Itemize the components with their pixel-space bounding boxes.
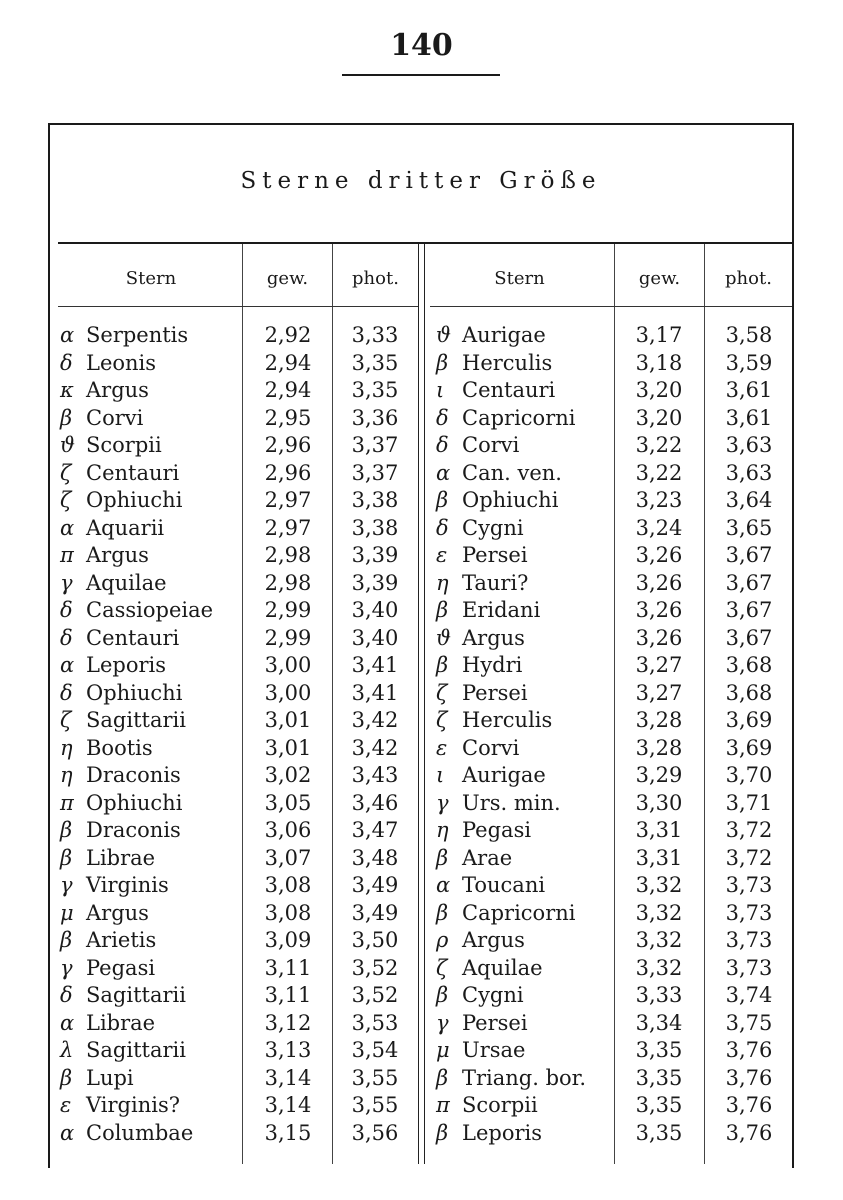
- greek-letter: β: [436, 1120, 449, 1145]
- greek-letter: α: [60, 653, 75, 677]
- star-name: Centauri: [86, 625, 180, 650]
- phot-value: 3,67: [725, 625, 773, 650]
- table-row: [0, 927, 843, 955]
- star-name: Can. ven.: [462, 460, 562, 485]
- phot-value: 3,37: [351, 460, 399, 485]
- phot-value: 3,67: [725, 543, 773, 567]
- star-name: Ophiuchi: [86, 790, 183, 815]
- header-rule-left: [58, 306, 418, 307]
- gew-value: 3,14: [264, 1065, 312, 1090]
- table-row: [0, 625, 843, 653]
- gew-value: 3,22: [635, 433, 683, 457]
- phot-value: 3,63: [725, 433, 773, 457]
- gew-value: 3,18: [635, 350, 683, 375]
- phot-value: 3,55: [351, 1065, 399, 1090]
- star-name: Scorpii: [86, 433, 162, 457]
- gew-value: 3,17: [635, 323, 683, 347]
- greek-letter: β: [436, 845, 449, 870]
- phot-value: 3,67: [725, 570, 773, 595]
- greek-letter: β: [436, 653, 449, 677]
- phot-value: 3,43: [351, 763, 399, 787]
- gew-value: 2,98: [264, 570, 312, 595]
- table-row: [0, 845, 843, 873]
- greek-letter: γ: [436, 790, 449, 815]
- star-name: Persei: [462, 1010, 528, 1035]
- phot-value: 3,52: [351, 983, 399, 1007]
- phot-value: 3,58: [725, 323, 773, 347]
- greek-letter: δ: [436, 433, 449, 457]
- phot-value: 3,50: [351, 928, 399, 952]
- greek-letter: γ: [436, 1010, 449, 1035]
- table-row: [0, 597, 843, 625]
- table-row: [0, 817, 843, 845]
- star-name: Leporis: [462, 1120, 542, 1145]
- gew-value: 3,35: [635, 1038, 683, 1062]
- phot-value: 3,63: [725, 460, 773, 485]
- greek-letter: ε: [60, 1093, 72, 1117]
- table-row: [0, 790, 843, 818]
- star-name: Argus: [86, 900, 149, 925]
- gew-value: 3,02: [264, 763, 312, 787]
- star-name: Argus: [462, 928, 525, 952]
- phot-value: 3,41: [351, 680, 399, 705]
- star-name: Argus: [86, 543, 149, 567]
- greek-letter: η: [436, 818, 449, 842]
- star-name: Capricorni: [462, 405, 576, 430]
- gew-value: 3,26: [635, 570, 683, 595]
- gew-value: 3,05: [264, 790, 312, 815]
- star-name: Sagittarii: [86, 983, 186, 1007]
- star-name: Serpentis: [86, 323, 189, 347]
- phot-value: 3,33: [351, 323, 399, 347]
- star-name: Herculis: [462, 350, 553, 375]
- phot-value: 3,72: [725, 818, 773, 842]
- table-row: [0, 322, 843, 350]
- gew-value: 3,09: [264, 928, 312, 952]
- gew-value: 3,11: [264, 983, 312, 1007]
- header-phot-right: phot.: [725, 268, 772, 289]
- gew-value: 3,01: [264, 708, 312, 732]
- table-row: [0, 707, 843, 735]
- page-number: 140: [390, 28, 453, 63]
- gew-value: 3,15: [264, 1120, 312, 1145]
- star-name: Hydri: [462, 653, 523, 677]
- star-name: Ophiuchi: [86, 680, 183, 705]
- phot-value: 3,56: [351, 1120, 399, 1145]
- phot-value: 3,40: [351, 598, 399, 622]
- greek-letter: β: [60, 845, 73, 870]
- phot-value: 3,49: [351, 900, 399, 925]
- gew-value: 3,24: [635, 515, 683, 540]
- gew-value: 2,95: [264, 405, 312, 430]
- gew-value: 3,27: [635, 653, 683, 677]
- gew-value: 3,34: [635, 1010, 683, 1035]
- star-name: Draconis: [86, 818, 181, 842]
- star-name: Arietis: [86, 928, 157, 952]
- header-gew-left: gew.: [266, 268, 309, 289]
- phot-value: 3,35: [351, 378, 399, 402]
- star-name: Corvi: [462, 433, 520, 457]
- greek-letter: α: [60, 1010, 75, 1035]
- header-star-left: Stern: [125, 268, 177, 289]
- star-name: Sagittarii: [86, 708, 186, 732]
- greek-letter: γ: [60, 873, 73, 897]
- phot-value: 3,35: [351, 350, 399, 375]
- gew-value: 2,99: [264, 598, 312, 622]
- phot-value: 3,46: [351, 790, 399, 815]
- phot-value: 3,36: [351, 405, 399, 430]
- table-row: [0, 1120, 843, 1148]
- greek-letter: ϑ: [60, 433, 76, 457]
- star-name: Persei: [462, 543, 528, 567]
- star-name: Draconis: [86, 763, 181, 787]
- star-name: Eridani: [462, 598, 541, 622]
- star-name: Leporis: [86, 653, 166, 677]
- gew-value: 3,23: [635, 488, 683, 512]
- greek-letter: ε: [436, 735, 448, 760]
- greek-letter: ε: [436, 543, 448, 567]
- greek-letter: ζ: [436, 708, 448, 732]
- gew-value: 2,92: [264, 323, 312, 347]
- gew-value: 3,26: [635, 543, 683, 567]
- phot-value: 3,76: [725, 1065, 773, 1090]
- phot-value: 3,67: [725, 598, 773, 622]
- gew-value: 2,94: [264, 350, 312, 375]
- table-row: [0, 460, 843, 488]
- phot-value: 3,54: [351, 1038, 399, 1062]
- table-row: [0, 900, 843, 928]
- gew-value: 3,14: [264, 1093, 312, 1117]
- table-row: [0, 735, 843, 763]
- phot-value: 3,38: [351, 488, 399, 512]
- phot-value: 3,55: [351, 1093, 399, 1117]
- table-row: [0, 1065, 843, 1093]
- phot-value: 3,71: [725, 790, 773, 815]
- greek-letter: η: [60, 763, 73, 787]
- star-name: Pegasi: [462, 818, 532, 842]
- phot-value: 3,49: [351, 873, 399, 897]
- greek-letter: β: [60, 1065, 73, 1090]
- phot-value: 3,73: [725, 873, 773, 897]
- phot-value: 3,52: [351, 955, 399, 980]
- table-row: [0, 762, 843, 790]
- phot-value: 3,39: [351, 543, 399, 567]
- phot-value: 3,76: [725, 1120, 773, 1145]
- gew-value: 3,32: [635, 873, 683, 897]
- greek-letter: β: [436, 900, 449, 925]
- table-row: [0, 542, 843, 570]
- gew-value: 3,07: [264, 845, 312, 870]
- gew-value: 2,99: [264, 625, 312, 650]
- gew-value: 3,22: [635, 460, 683, 485]
- header-phot-left: phot.: [352, 268, 399, 289]
- star-name: Argus: [462, 625, 525, 650]
- star-name: Librae: [86, 1010, 156, 1035]
- star-name: Urs. min.: [462, 790, 561, 815]
- phot-value: 3,65: [725, 515, 773, 540]
- greek-letter: κ: [60, 378, 74, 402]
- greek-letter: ζ: [60, 708, 72, 732]
- gew-value: 3,06: [264, 818, 312, 842]
- phot-value: 3,74: [725, 983, 773, 1007]
- star-name: Virginis: [86, 873, 169, 897]
- table-row: [0, 487, 843, 515]
- gew-value: 3,35: [635, 1093, 683, 1117]
- table-row: [0, 872, 843, 900]
- gew-value: 3,30: [635, 790, 683, 815]
- greek-letter: β: [436, 598, 449, 622]
- greek-letter: δ: [60, 680, 73, 705]
- star-name: Cygni: [462, 983, 524, 1007]
- gew-value: 3,01: [264, 735, 312, 760]
- gew-value: 2,97: [264, 515, 312, 540]
- star-name: Corvi: [462, 735, 520, 760]
- gew-value: 3,32: [635, 955, 683, 980]
- star-name: Bootis: [86, 735, 153, 760]
- greek-letter: α: [436, 873, 451, 897]
- greek-letter: ι: [436, 378, 445, 402]
- greek-letter: δ: [436, 405, 449, 430]
- frame-top-border: [48, 123, 793, 125]
- star-name: Toucani: [462, 873, 546, 897]
- star-name: Aquarii: [86, 515, 165, 540]
- star-name: Aquilae: [462, 955, 543, 980]
- gew-value: 3,31: [635, 845, 683, 870]
- gew-value: 3,35: [635, 1065, 683, 1090]
- phot-value: 3,68: [725, 653, 773, 677]
- greek-letter: β: [60, 818, 73, 842]
- star-name: Columbae: [86, 1120, 194, 1145]
- table-row: [0, 955, 843, 983]
- phot-value: 3,38: [351, 515, 399, 540]
- phot-value: 3,73: [725, 955, 773, 980]
- phot-value: 3,61: [725, 405, 773, 430]
- header-star-right: Stern: [494, 268, 545, 289]
- table-row: [0, 982, 843, 1010]
- gew-value: 3,08: [264, 873, 312, 897]
- gew-value: 3,31: [635, 818, 683, 842]
- greek-letter: ϑ: [436, 323, 452, 347]
- greek-letter: δ: [60, 983, 73, 1007]
- gew-value: 3,33: [635, 983, 683, 1007]
- greek-letter: π: [436, 1093, 450, 1117]
- gew-value: 3,11: [264, 955, 312, 980]
- gew-value: 2,94: [264, 378, 312, 402]
- star-name: Aquilae: [86, 570, 167, 595]
- gew-value: 3,27: [635, 680, 683, 705]
- gew-value: 3,35: [635, 1120, 683, 1145]
- gew-value: 3,08: [264, 900, 312, 925]
- greek-letter: α: [60, 1120, 75, 1145]
- star-name: Herculis: [462, 708, 553, 732]
- star-name: Centauri: [86, 460, 180, 485]
- table-row: [0, 570, 843, 598]
- gew-value: 3,00: [264, 653, 312, 677]
- gew-value: 3,26: [635, 598, 683, 622]
- phot-value: 3,73: [725, 928, 773, 952]
- star-name: Ursae: [462, 1038, 526, 1062]
- greek-letter: δ: [60, 350, 73, 375]
- gew-value: 3,00: [264, 680, 312, 705]
- table-row: [0, 377, 843, 405]
- table-row: [0, 1010, 843, 1038]
- phot-value: 3,48: [351, 845, 399, 870]
- phot-value: 3,40: [351, 625, 399, 650]
- table-row: [0, 1037, 843, 1065]
- gew-value: 2,98: [264, 543, 312, 567]
- star-name: Cassiopeiae: [86, 598, 214, 622]
- star-name: Arae: [462, 845, 513, 870]
- greek-letter: π: [60, 543, 74, 567]
- greek-letter: β: [436, 983, 449, 1007]
- star-name: Scorpii: [462, 1093, 538, 1117]
- gew-value: 3,20: [635, 378, 683, 402]
- greek-letter: ι: [436, 763, 445, 787]
- greek-letter: ρ: [436, 928, 449, 952]
- gew-value: 2,96: [264, 460, 312, 485]
- greek-letter: α: [436, 460, 451, 485]
- phot-value: 3,75: [725, 1010, 773, 1035]
- star-name: Cygni: [462, 515, 524, 540]
- header-rule-right: [430, 306, 792, 307]
- star-name: Triang. bor.: [462, 1065, 587, 1090]
- phot-value: 3,69: [725, 735, 773, 760]
- greek-letter: γ: [60, 955, 73, 980]
- star-name: Capricorni: [462, 900, 576, 925]
- phot-value: 3,61: [725, 378, 773, 402]
- table-row: [0, 405, 843, 433]
- phot-value: 3,64: [725, 488, 773, 512]
- greek-letter: ζ: [60, 460, 72, 485]
- star-name: Lupi: [86, 1065, 134, 1090]
- greek-letter: γ: [60, 570, 73, 595]
- phot-value: 3,53: [351, 1010, 399, 1035]
- greek-letter: β: [436, 488, 449, 512]
- greek-letter: ζ: [436, 955, 448, 980]
- greek-letter: α: [60, 515, 75, 540]
- star-name: Aurigae: [462, 763, 546, 787]
- greek-letter: δ: [60, 598, 73, 622]
- table-row: [0, 515, 843, 543]
- gew-value: 2,97: [264, 488, 312, 512]
- star-name: Tauri?: [462, 570, 529, 595]
- greek-letter: β: [60, 405, 73, 430]
- star-name: Aurigae: [462, 323, 546, 347]
- gew-value: 3,28: [635, 735, 683, 760]
- table-title: Sterne dritter Größe: [240, 168, 602, 194]
- phot-value: 3,37: [351, 433, 399, 457]
- star-name: Librae: [86, 845, 156, 870]
- phot-value: 3,70: [725, 763, 773, 787]
- star-name: Sagittarii: [86, 1038, 186, 1062]
- phot-value: 3,76: [725, 1093, 773, 1117]
- gew-value: 3,29: [635, 763, 683, 787]
- greek-letter: μ: [436, 1038, 450, 1062]
- greek-letter: δ: [436, 515, 449, 540]
- greek-letter: β: [436, 1065, 449, 1090]
- table-row: [0, 652, 843, 680]
- star-name: Virginis?: [86, 1093, 180, 1117]
- table-row: [0, 1092, 843, 1120]
- star-name: Argus: [86, 378, 149, 402]
- star-name: Centauri: [462, 378, 556, 402]
- header-gew-right: gew.: [638, 268, 681, 289]
- star-name: Pegasi: [86, 955, 156, 980]
- greek-letter: ζ: [436, 680, 448, 705]
- phot-value: 3,41: [351, 653, 399, 677]
- phot-value: 3,39: [351, 570, 399, 595]
- star-name: Ophiuchi: [462, 488, 559, 512]
- greek-letter: ζ: [60, 488, 72, 512]
- star-name: Leonis: [86, 350, 157, 375]
- phot-value: 3,73: [725, 900, 773, 925]
- greek-letter: β: [60, 928, 73, 952]
- gew-value: 3,13: [264, 1038, 312, 1062]
- table-row: [0, 432, 843, 460]
- greek-letter: π: [60, 790, 74, 815]
- phot-value: 3,76: [725, 1038, 773, 1062]
- greek-letter: β: [436, 350, 449, 375]
- gew-value: 3,32: [635, 928, 683, 952]
- table-row: [0, 680, 843, 708]
- greek-letter: α: [60, 323, 75, 347]
- gew-value: 2,96: [264, 433, 312, 457]
- table-row: [0, 350, 843, 378]
- gew-value: 3,32: [635, 900, 683, 925]
- star-name: Corvi: [86, 405, 144, 430]
- star-name: Ophiuchi: [86, 488, 183, 512]
- gew-value: 3,26: [635, 625, 683, 650]
- phot-value: 3,59: [725, 350, 773, 375]
- title-rule: [58, 242, 792, 244]
- gew-value: 3,12: [264, 1010, 312, 1035]
- phot-value: 3,69: [725, 708, 773, 732]
- phot-value: 3,72: [725, 845, 773, 870]
- page-number-rule: [342, 74, 500, 76]
- greek-letter: δ: [60, 625, 73, 650]
- gew-value: 3,28: [635, 708, 683, 732]
- phot-value: 3,47: [351, 818, 399, 842]
- gew-value: 3,20: [635, 405, 683, 430]
- greek-letter: η: [436, 570, 449, 595]
- greek-letter: μ: [60, 900, 74, 925]
- phot-value: 3,42: [351, 735, 399, 760]
- star-name: Persei: [462, 680, 528, 705]
- greek-letter: λ: [60, 1038, 74, 1062]
- phot-value: 3,68: [725, 680, 773, 705]
- greek-letter: η: [60, 735, 73, 760]
- phot-value: 3,42: [351, 708, 399, 732]
- greek-letter: ϑ: [436, 625, 452, 650]
